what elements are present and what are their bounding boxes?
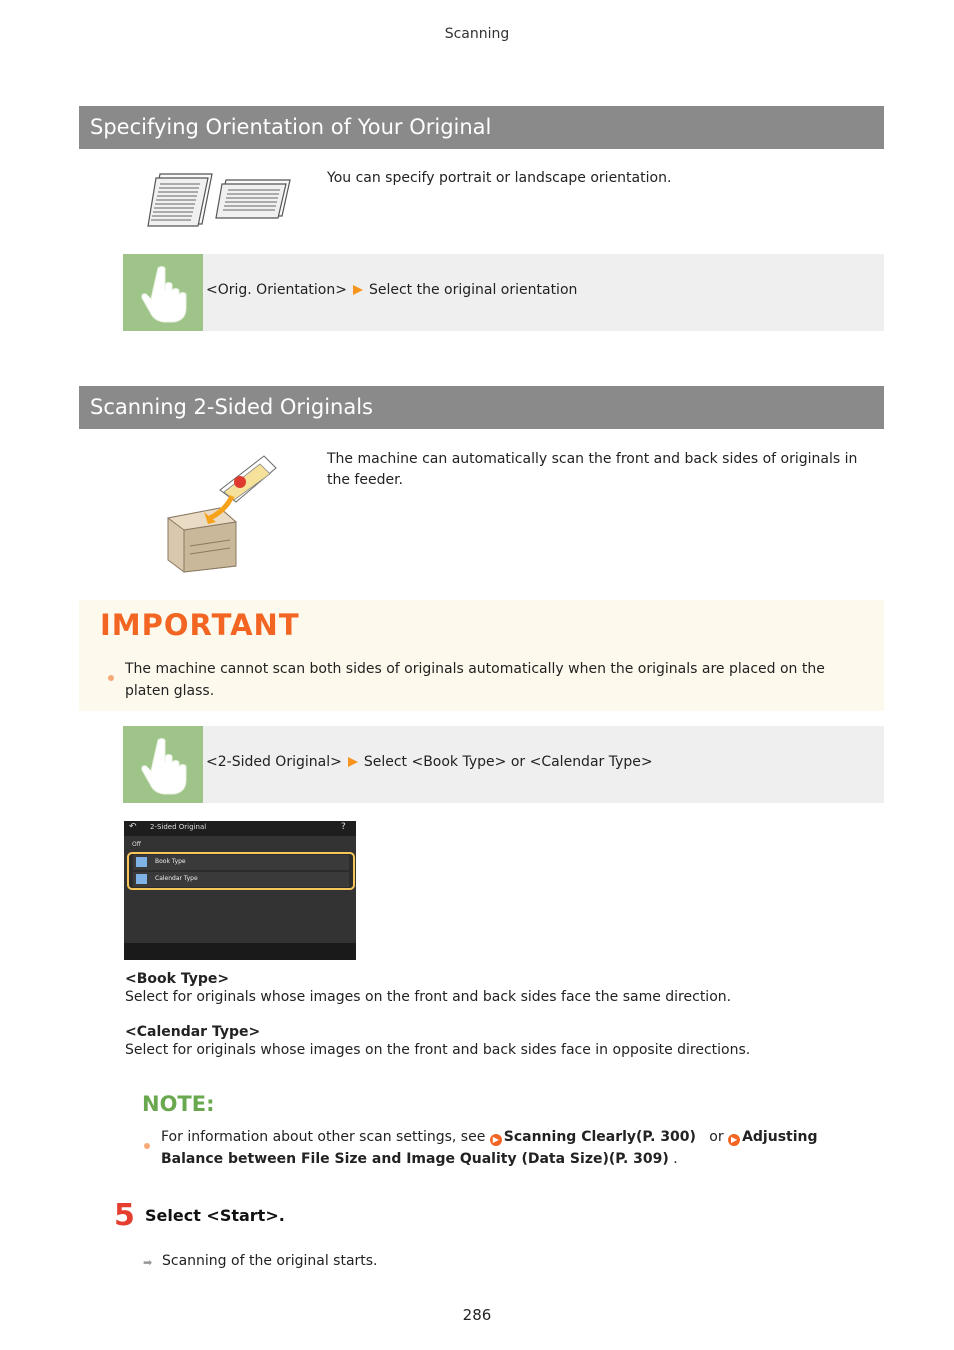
- section-title-orientation: Specifying Orientation of Your Original: [79, 106, 884, 149]
- arrow-right-icon: [353, 285, 363, 295]
- lcd-screenshot: [124, 821, 356, 960]
- term-calendar-type: [125, 1023, 865, 1059]
- calendar-type-icon: [136, 874, 147, 884]
- 2-sided-original-menu: <2-Sided Original>: [206, 754, 342, 770]
- term-title: <Book Type>: [125, 971, 230, 987]
- portrait-landscape-icon: [146, 170, 292, 228]
- lcd-footer: [124, 943, 356, 960]
- link-adjusting-balance[interactable]: Adjusting Balance between File Size and Image Quality (Data Size)(P. 309): [161, 1129, 818, 1167]
- bullet-dot-icon: [108, 666, 114, 685]
- section-title-2-sided: Scanning 2-Sided Originals: [79, 386, 884, 429]
- touch-hand-icon: [123, 726, 203, 803]
- term-definition: Select for originals whose images on the front and back sides face the same direction.: [125, 989, 732, 1005]
- bullet-dot-icon: [144, 1134, 150, 1153]
- printer-feeder-icon: [160, 450, 280, 574]
- lcd-title: 2-Sided Original: [150, 823, 207, 831]
- important-box: [79, 600, 884, 711]
- operation-2-sided: [123, 726, 884, 803]
- operation-orientation: [123, 254, 884, 331]
- link-arrow-icon: ▶: [728, 1134, 740, 1146]
- important-title: IMPORTANT: [100, 608, 300, 642]
- result-arrow-icon: ➡: [143, 1256, 153, 1269]
- arrow-right-icon: [348, 757, 358, 767]
- lcd-title-bar: [124, 821, 356, 836]
- orig-orientation-menu: <Orig. Orientation>: [206, 282, 347, 298]
- touch-hand-icon: [123, 254, 203, 331]
- link-arrow-icon: ▶: [490, 1134, 502, 1146]
- step-number: 5: [114, 1198, 135, 1233]
- 2-sided-action: Select <Book Type> or <Calendar Type>: [363, 754, 653, 770]
- operation-2-sided-text: [206, 754, 653, 770]
- lcd-option-calendar-type[interactable]: Calendar Type: [133, 872, 349, 887]
- term-title: <Calendar Type>: [125, 1024, 261, 1040]
- link-scanning-clearly[interactable]: Scanning Clearly(P. 300): [503, 1129, 696, 1145]
- help-icon[interactable]: ?: [341, 822, 346, 832]
- book-type-icon: [136, 857, 147, 867]
- lcd-option-book-type[interactable]: Book Type: [133, 855, 349, 870]
- operation-orientation-text: [206, 282, 577, 298]
- step-result: Scanning of the original starts.: [162, 1253, 378, 1269]
- feeder-illustration: [160, 450, 280, 574]
- page-number: 286: [462, 1306, 492, 1324]
- orientation-illustration: [146, 170, 292, 228]
- term-book-type: [125, 970, 865, 1006]
- orientation-description: You can specify portrait or landscape orientation.: [327, 170, 672, 186]
- lcd-selection-group: [127, 852, 355, 890]
- orientation-action: Select the original orientation: [368, 282, 578, 298]
- lcd-option-off[interactable]: Off: [132, 841, 141, 848]
- important-text: The machine cannot scan both sides of originals automatically when the originals are placed on the platen glass.: [125, 661, 825, 699]
- back-icon[interactable]: ↶: [129, 822, 137, 832]
- 2-sided-description: The machine can automatically scan the front and back sides of originals in the feeder.: [327, 451, 858, 488]
- note-title: NOTE:: [142, 1092, 215, 1116]
- running-header: Scanning: [444, 26, 510, 42]
- term-definition: Select for originals whose images on the front and back sides face in opposite directions.: [125, 1042, 751, 1058]
- note-text: For information about other scan settings, see ▶ Scanning Clearly(P. 300) or ▶ Adjusting Balance between File Size and Image Quality (Data Size)(P. 309) .: [161, 1129, 818, 1167]
- step-text: Select <Start>.: [145, 1206, 285, 1225]
